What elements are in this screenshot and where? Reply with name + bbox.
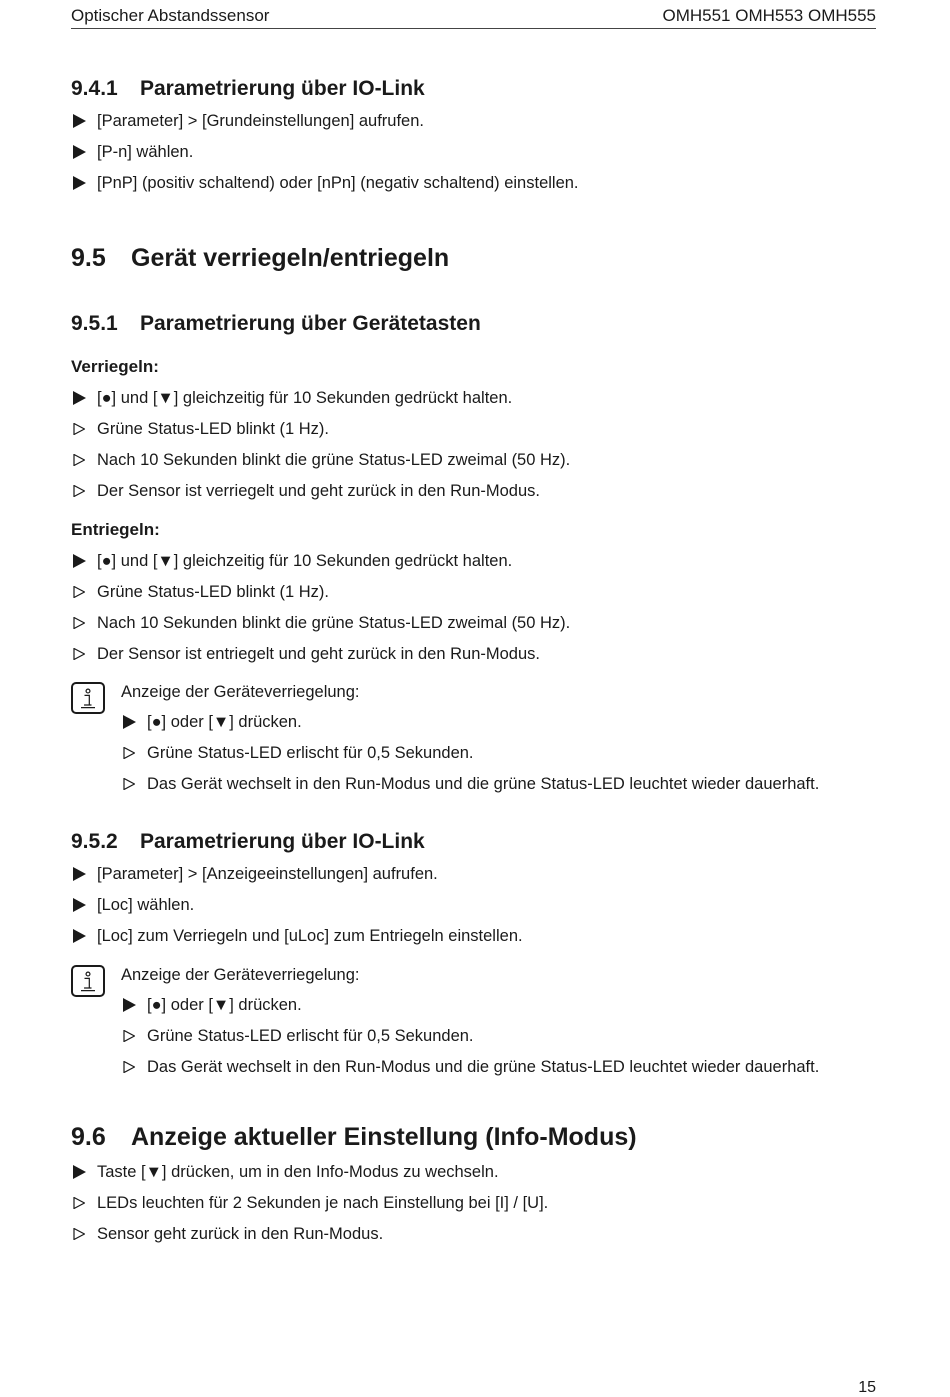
note-lead: Anzeige der Geräteverriegelung: [121,683,360,701]
result-triangle-icon [123,1030,135,1042]
result-text: LEDs leuchten für 2 Sekunden je nach Einstellung bei [I] / [U]. [97,1194,549,1212]
action-step [121,994,911,1025]
action-triangle-icon [73,867,86,881]
note-lead: Anzeige der Geräteverriegelung: [121,966,360,984]
section-title: Parametrierung über IO-Link [140,77,425,100]
section-9-5-heading [71,243,891,273]
action-triangle-icon [123,998,136,1012]
result-triangle-icon [73,485,85,497]
result-text: Der Sensor ist entriegelt und geht zurück in den Run-Modus. [97,645,540,663]
result-triangle-icon [73,454,85,466]
action-triangle-icon [73,145,86,159]
action-triangle-icon [73,929,86,943]
section-number: 9.5.1 [71,312,118,335]
result-item [121,1025,911,1056]
result-triangle-icon [73,648,85,660]
action-step [71,110,891,141]
section-number: 9.5 [71,244,106,272]
result-item [121,773,911,804]
action-triangle-icon [73,114,86,128]
result-triangle-icon [73,617,85,629]
info-icon [71,682,105,714]
header-models: OMH551 OMH553 OMH555 [662,6,876,25]
section-title: Gerät verriegeln/entriegeln [131,244,450,272]
result-item [71,612,891,643]
page-header [71,4,876,29]
action-triangle-icon [73,176,86,190]
result-triangle-icon [73,423,85,435]
action-step [71,1161,891,1192]
result-triangle-icon [123,747,135,759]
result-triangle-icon [123,778,135,790]
action-step [121,711,911,742]
result-triangle-icon [73,586,85,598]
result-text: Nach 10 Sekunden blinkt die grüne Status-LED zweimal (50 Hz). [97,451,571,469]
page-number: 15 [858,1379,876,1396]
action-triangle-icon [73,898,86,912]
result-item [71,1223,891,1254]
step-text: [Parameter] > [Grundeinstellungen] aufrufen. [97,112,424,130]
section-heading [71,829,891,855]
section-title: Anzeige aktueller Einstellung (Info-Modus) [131,1123,637,1151]
section-number: 9.4.1 [71,77,118,100]
info-icon [71,965,105,997]
result-item [71,418,891,449]
step-text: [PnP] (positiv schaltend) oder [nPn] (negativ schaltend) einstellen. [97,174,579,192]
section-number: 9.6 [71,1123,106,1151]
result-text: Das Gerät wechselt in den Run-Modus und die grüne Status-LED leuchtet wieder dauerhaft. [147,775,820,793]
action-triangle-icon [73,391,86,405]
result-text: Sensor geht zurück in den Run-Modus. [97,1225,384,1243]
header-title: Optischer Abstandssensor [71,6,270,25]
step-text: [P-n] wählen. [97,143,194,161]
action-step [71,172,891,203]
action-triangle-icon [73,554,86,568]
step-text: [●] oder [▼] drücken. [147,713,302,731]
section-9-5-1 [71,311,891,674]
step-text: [Parameter] > [Anzeigeeinstellungen] aufrufen. [97,865,438,883]
step-text: Taste [▼] drücken, um in den Info-Modus zu wechseln. [97,1163,499,1181]
step-text: [●] und [▼] gleichzeitig für 10 Sekunden gedrückt halten. [97,552,513,570]
action-step [71,387,891,418]
section-title: Parametrierung über IO-Link [140,830,425,853]
subheading-unlock: Entriegeln: [71,520,160,539]
result-item [121,1056,911,1087]
section-9-5-2 [71,829,891,956]
result-item [71,449,891,480]
result-text: Grüne Status-LED erlischt für 0,5 Sekunden. [147,1027,474,1045]
result-triangle-icon [123,1061,135,1073]
section-9-6 [71,1122,891,1254]
section-9-4-1 [71,76,891,203]
result-item [71,581,891,612]
step-text: [●] und [▼] gleichzeitig für 10 Sekunden gedrückt halten. [97,389,513,407]
step-text: [Loc] wählen. [97,896,195,914]
action-step [71,550,891,581]
action-triangle-icon [123,715,136,729]
result-triangle-icon [73,1197,85,1209]
section-heading [71,76,891,102]
section-heading [71,1122,891,1152]
subheading-lock: Verriegeln: [71,357,159,376]
result-text: Grüne Status-LED blinkt (1 Hz). [97,583,329,601]
result-item [71,480,891,511]
result-text: Grüne Status-LED erlischt für 0,5 Sekunden. [147,744,474,762]
step-text: [●] oder [▼] drücken. [147,996,302,1014]
action-step [71,894,891,925]
action-step [71,925,891,956]
section-title: Parametrierung über Gerätetasten [140,312,481,335]
result-text: Grüne Status-LED blinkt (1 Hz). [97,420,329,438]
action-step [71,141,891,172]
result-text: Nach 10 Sekunden blinkt die grüne Status-LED zweimal (50 Hz). [97,614,571,632]
result-item [71,1192,891,1223]
result-item [71,643,891,674]
action-step [71,863,891,894]
section-heading [71,311,891,337]
step-text: [Loc] zum Verriegeln und [uLoc] zum Entriegeln einstellen. [97,927,523,945]
result-triangle-icon [73,1228,85,1240]
result-text: Der Sensor ist verriegelt und geht zurück in den Run-Modus. [97,482,540,500]
result-text: Das Gerät wechselt in den Run-Modus und die grüne Status-LED leuchtet wieder dauerhaft. [147,1058,820,1076]
result-item [121,742,911,773]
section-number: 9.5.2 [71,830,118,853]
action-triangle-icon [73,1165,86,1179]
